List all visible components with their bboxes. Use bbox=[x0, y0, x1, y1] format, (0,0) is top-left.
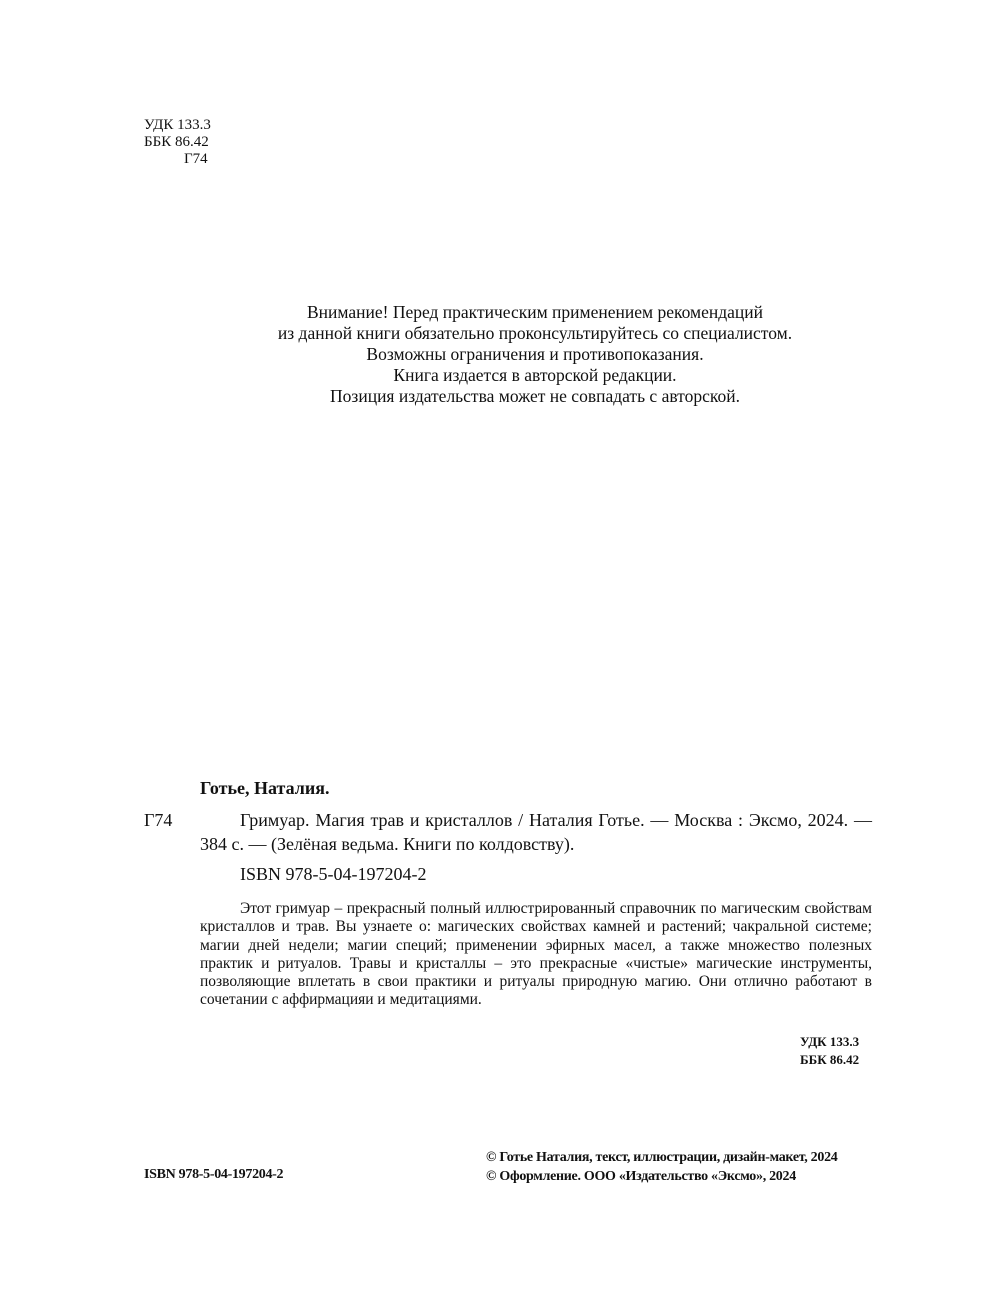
header-bbk: ББК 86.42 bbox=[144, 134, 209, 150]
catalog-bibliographic-record bbox=[200, 808, 872, 856]
header-udk: УДК 133.3 bbox=[144, 117, 211, 133]
header-classification bbox=[144, 117, 211, 168]
catalog-udk: УДК 133.3 bbox=[800, 1034, 860, 1049]
warning-line: из данной книги обязательно проконсультируйтесь со специалистом. bbox=[277, 323, 793, 343]
catalog-annotation: Этот гримуар – прекрасный полный иллюстрированный справочник по магическим свойствам кристаллов и трав. Вы узнаете о: магических свойствах камней и растений; чакральной системе; магии дней недели; магии специй; применении эфирных масел, а также множество полезных практик и ритуалов. Травы и кристаллы – это прекрасные «чистые» магические инструменты, позволяющие вплетать в свои практики и ритуалы природную магию. Они отлично работают в сочетании с аффирмацияи и медитациями. bbox=[200, 900, 872, 1009]
copyright-text: © Готье Наталия, текст, иллюстрации, дизайн-макет, 2024 bbox=[486, 1150, 838, 1165]
warning-line: Внимание! Перед практическим применением рекомендаций bbox=[307, 302, 763, 322]
catalog-isbn: ISBN 978-5-04-197204-2 bbox=[240, 864, 427, 884]
catalog-index-code: Г74 bbox=[144, 810, 173, 830]
warning-line: Позиция издательства может не совпадать с авторской. bbox=[330, 386, 740, 406]
copyright-design: © Оформление. ООО «Издательство «Эксмо», 2024 bbox=[486, 1169, 796, 1184]
footer-isbn: ISBN 978-5-04-197204-2 bbox=[144, 1167, 284, 1182]
catalog-classification bbox=[800, 1033, 859, 1069]
warning-line: Возможны ограничения и противопоказания. bbox=[366, 344, 704, 364]
header-author-code: Г74 bbox=[184, 151, 208, 167]
footer-copyright bbox=[486, 1148, 837, 1186]
warning-line: Книга издается в авторской редакции. bbox=[393, 365, 677, 385]
warning-notice bbox=[200, 302, 870, 407]
catalog-author: Готье, Наталия. bbox=[200, 778, 330, 798]
bibliographic-text: Гримуар. Магия трав и кристаллов / Наталия Готье. — Москва : Эксмо, 2024. — 384 с. — (Зелёная ведьма. Книги по колдовству). bbox=[200, 810, 872, 854]
catalog-bbk: ББК 86.42 bbox=[800, 1052, 860, 1067]
